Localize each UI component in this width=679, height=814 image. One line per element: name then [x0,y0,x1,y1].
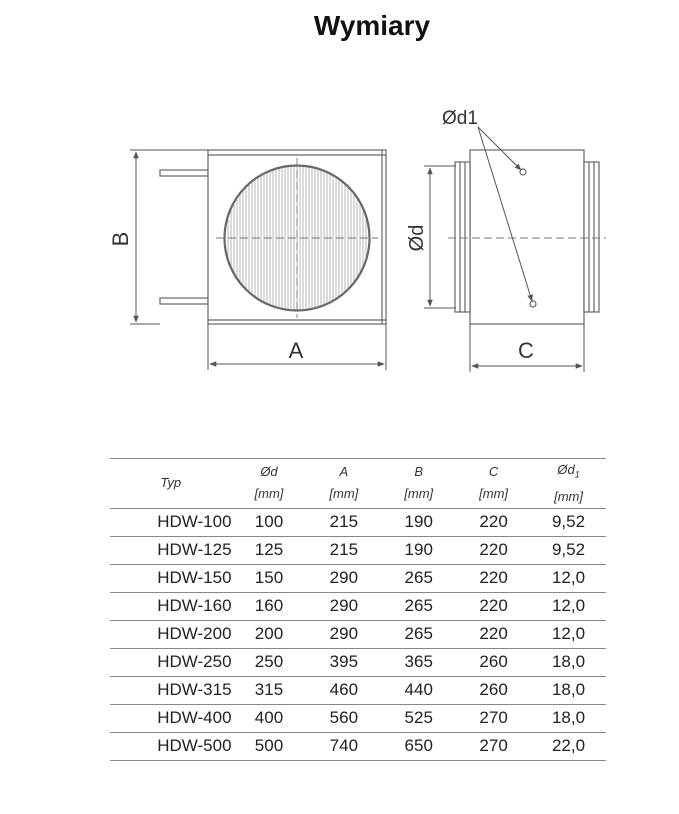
table-row [110,564,606,592]
type-cell: HDW-500 [110,732,232,760]
type-cell: HDW-400 [110,704,232,732]
value-cell: 365 [381,648,456,676]
table-row [110,648,606,676]
type-cell: HDW-100 [110,508,232,536]
type-cell: HDW-250 [110,648,232,676]
lower-connector [530,301,536,307]
value-cell: 460 [306,676,381,704]
dimension-d [424,166,456,308]
value-cell: 220 [456,620,531,648]
value-cell: 190 [381,508,456,536]
side-view [448,150,606,324]
value-cell: 265 [381,592,456,620]
value-cell: 220 [456,592,531,620]
value-cell: 250 [232,648,307,676]
side-body [470,150,584,324]
value-cell: 395 [306,648,381,676]
value-cell: 265 [381,620,456,648]
type-cell: HDW-160 [110,592,232,620]
type-cell: HDW-200 [110,620,232,648]
right-flange [584,162,599,312]
header-b: B [mm] [381,459,456,509]
value-cell: 125 [232,536,307,564]
value-cell: 190 [381,536,456,564]
value-cell: 12,0 [531,592,606,620]
label-a: A [288,338,304,363]
table-row [110,592,606,620]
value-cell: 220 [456,536,531,564]
value-cell: 220 [456,564,531,592]
value-cell: 290 [306,564,381,592]
table-row [110,732,606,760]
value-cell: 12,0 [531,620,606,648]
label-d1: Ød1 [442,108,478,129]
value-cell: 290 [306,592,381,620]
label-b: B [108,231,133,247]
value-cell: 560 [306,704,381,732]
header-c: C [mm] [456,459,531,509]
value-cell: 22,0 [531,732,606,760]
dimensions-table [110,458,606,761]
type-cell: HDW-315 [110,676,232,704]
value-cell: 9,52 [531,508,606,536]
value-cell: 525 [381,704,456,732]
value-cell: 215 [306,536,381,564]
value-cell: 260 [456,676,531,704]
front-view [160,150,386,324]
value-cell: 12,0 [531,564,606,592]
page-title: Wymiary [313,10,431,41]
table-row [110,620,606,648]
value-cell: 270 [456,704,531,732]
table-row [110,508,606,536]
table-header-row [110,459,606,509]
value-cell: 270 [456,732,531,760]
value-cell: 100 [232,508,307,536]
value-cell: 18,0 [531,648,606,676]
value-cell: 215 [306,508,381,536]
value-cell: 440 [381,676,456,704]
value-cell: 500 [232,732,307,760]
value-cell: 400 [232,704,307,732]
value-cell: 260 [456,648,531,676]
table-row [110,536,606,564]
value-cell: 18,0 [531,704,606,732]
dimension-drawing [0,0,679,400]
upper-pipe [160,170,208,176]
type-cell: HDW-125 [110,536,232,564]
value-cell: 150 [232,564,307,592]
header-a: A [mm] [306,459,381,509]
header-d1: $Ød_1$ [mm] [531,459,606,509]
value-cell: 650 [381,732,456,760]
type-cell: HDW-150 [110,564,232,592]
value-cell: 315 [232,676,307,704]
lower-pipe [160,298,208,304]
value-cell: 9,52 [531,536,606,564]
label-d: Ød [406,224,428,252]
table-row [110,704,606,732]
header-d: Ød [mm] [232,459,307,509]
value-cell: 265 [381,564,456,592]
header-typ: Typ [110,459,232,509]
label-c: C [518,338,534,363]
value-cell: 200 [232,620,307,648]
value-cell: 220 [456,508,531,536]
value-cell: 740 [306,732,381,760]
table-row [110,676,606,704]
left-flange [455,162,470,312]
value-cell: 18,0 [531,676,606,704]
value-cell: 160 [232,592,307,620]
value-cell: 290 [306,620,381,648]
